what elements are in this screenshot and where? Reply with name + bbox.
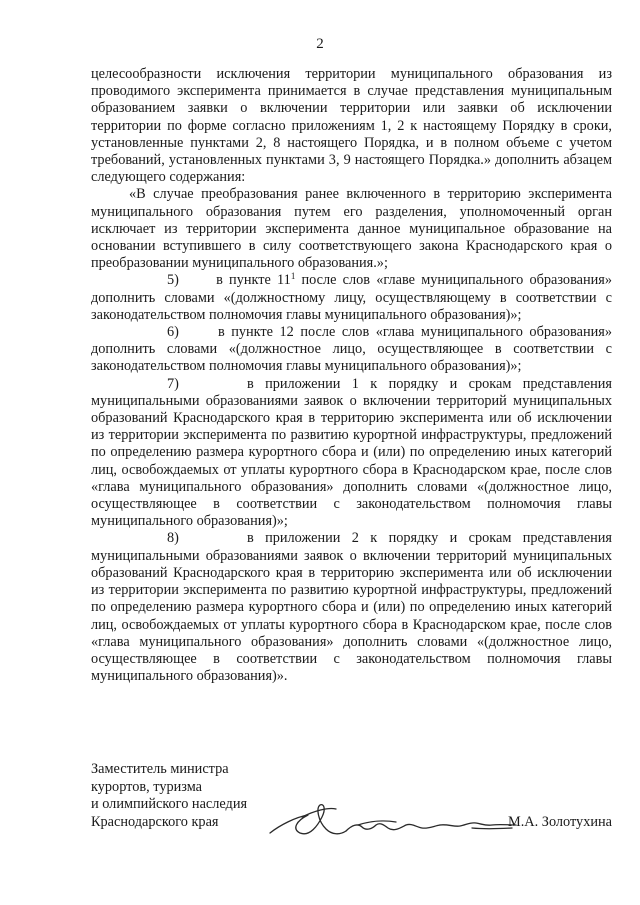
item-text: в приложении 1 к порядку и срокам представления муниципальными образованиями заявок о включении территорий муниципальных образований Краснодарского края в территорию эксперимента или об исключении из территории эксперимента по развитию курортной инфраструктуры, предложений по определению размера курортного сбора и (или) по определению иных категорий лиц, освобождаемых от уплаты курортного сбора в Краснодарском крае, после слов «глава муниципального образования» дополнить словами «(должностное лицо, осуществляющее в соответствии с законодательством полномочия главы муниципального образования)»; xyxy=(91,375,612,530)
signatory-title-line: Краснодарского края xyxy=(91,813,219,830)
document-body xyxy=(91,66,612,685)
paragraph-item-7 xyxy=(91,376,612,531)
item-number: 7) xyxy=(167,375,179,392)
handwritten-signature-image xyxy=(266,795,521,845)
paragraph-item-5 xyxy=(91,272,612,324)
item-text: после слов «главе муниципального образования» дополнить словами «(должностному лицу, осуществляющему в соответствии с законодательством полномочия главы муниципального образования)»; xyxy=(91,272,613,323)
page-number: 2 xyxy=(316,36,324,52)
item-number: 6) xyxy=(167,324,179,341)
paragraph-item-8 xyxy=(91,530,612,685)
item-number: 8) xyxy=(167,530,179,547)
item-text: в пункте 11 xyxy=(216,272,291,289)
signatory-title-line: Заместитель министра xyxy=(91,761,229,777)
item-text: в приложении 2 к порядку и срокам представления муниципальными образованиями заявок о включении территорий муниципальных образований Краснодарского края в территорию эксперимента или об исключении из территории эксперимента по развитию курортной инфраструктуры, предложений по определению размера курортного сбора и (или) по определению иных категорий лиц, освобождаемых от уплаты курортного сбора в Краснодарском крае, после слов «глава муниципального образования» дополнить словами «(должностное лицо, осуществляющее в соответствии с законодательством полномочия главы муниципального образования)». xyxy=(91,530,612,685)
signatory-name: М.А. Золотухина xyxy=(508,814,612,830)
signature-block xyxy=(91,761,612,841)
paragraph-item-6 xyxy=(91,324,612,376)
item-text: в пункте 12 после слов «глава муниципального образования» дополнить словами «(должностное лицо, осуществляющее в соответствии с законодательством полномочия главы муниципального образования)»; xyxy=(91,324,612,375)
superscript: 1 xyxy=(290,271,296,282)
signatory-title-line: курортов, туризма xyxy=(91,778,203,795)
item-number: 5) xyxy=(167,272,179,289)
signatory-title-line: и олимпийского наследия xyxy=(91,796,248,813)
paragraph-quote: «В случае преобразования ранее включенного в территорию эксперимента муниципального образования путем его разделения, уполномоченный орган исключает из территории эксперимента данное муниципальное образование на основании вступившего в силу соответствующего закона Краснодарского края о преобразовании муниципального образования.»; xyxy=(91,186,612,272)
paragraph-continuation: целесообразности исключения территории муниципального образования из проводимого эксперимента принимается в случае представления муниципальным образованием заявки о включении территории или заявки об исключении территории по форме согласно приложениям 1, 2 к настоящему Порядку в сроки, установленные пунктами 2, 8 настоящего Порядка, и в полном объеме с учетом требований, установленных пунктами 3, 9 настоящего Порядка.» дополнить абзацем следующего содержания: xyxy=(91,66,612,186)
signatory-title xyxy=(91,761,247,831)
